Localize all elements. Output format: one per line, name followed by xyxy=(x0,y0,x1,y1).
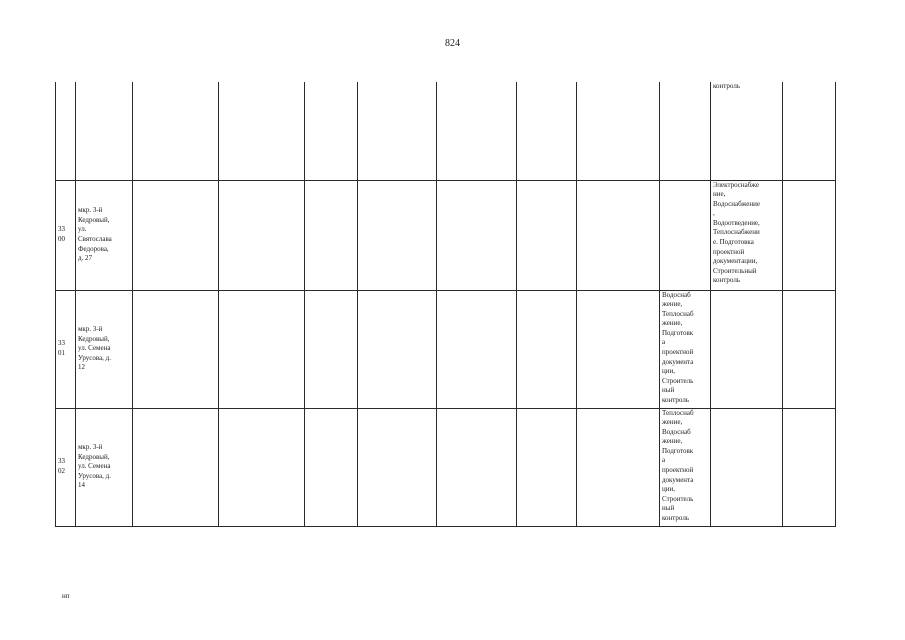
empty-cell xyxy=(305,408,358,526)
empty-cell xyxy=(358,180,437,290)
table-row xyxy=(56,290,836,408)
empty-cell xyxy=(305,82,358,180)
empty-cell xyxy=(305,180,358,290)
address-cell: мкр. 3-й Кедровый, ул. Святослава Федорова, д. 27 xyxy=(76,180,133,290)
works-cell-col13: Электроснабже ние, Водоснабжение , Водоотведение, Теплоснабжени е. Подготовка проектной документации, Строительный контроль xyxy=(711,180,783,290)
works-cell-col12: Теплоснаб жение, Водоснаб жение, Подготовк а проектной документа ции, Строитель ный контроль xyxy=(660,408,711,526)
empty-cell xyxy=(358,290,437,408)
empty-cell xyxy=(577,82,660,180)
empty-cell xyxy=(358,408,437,526)
empty-cell xyxy=(219,290,305,408)
works-cell-col13: контроль xyxy=(711,82,783,180)
empty-cell xyxy=(577,408,660,526)
empty-cell xyxy=(133,82,219,180)
empty-cell xyxy=(783,180,836,290)
empty-cell xyxy=(133,290,219,408)
empty-cell xyxy=(783,82,836,180)
row-number: 33 02 xyxy=(56,408,76,526)
empty-cell xyxy=(517,290,577,408)
empty-cell xyxy=(517,408,577,526)
empty-cell xyxy=(305,290,358,408)
works-cell-col13 xyxy=(711,290,783,408)
empty-cell xyxy=(517,82,577,180)
works-cell-col12 xyxy=(660,82,711,180)
address-cell xyxy=(76,82,133,180)
table-row xyxy=(56,180,836,290)
address-cell: мкр. 3-й Кедровый, ул. Семена Урусова, д. 12 xyxy=(76,290,133,408)
empty-cell xyxy=(133,180,219,290)
empty-cell xyxy=(219,180,305,290)
empty-cell xyxy=(358,82,437,180)
works-cell-col13 xyxy=(711,408,783,526)
empty-cell xyxy=(219,408,305,526)
empty-cell xyxy=(133,408,219,526)
address-cell: мкр. 3-й Кедровый, ул. Семена Урусова, д. 14 xyxy=(76,408,133,526)
empty-cell xyxy=(219,82,305,180)
empty-cell xyxy=(577,290,660,408)
works-cell-col12 xyxy=(660,180,711,290)
empty-cell xyxy=(783,290,836,408)
empty-cell xyxy=(437,180,517,290)
empty-cell xyxy=(437,408,517,526)
empty-cell xyxy=(437,82,517,180)
empty-cell xyxy=(577,180,660,290)
works-cell-col12: Водоснаб жение, Теплоснаб жение, Подготовк а проектной документа ции, Строитель ный контроль xyxy=(660,290,711,408)
works-table xyxy=(55,82,836,527)
footer-note: нп xyxy=(62,592,70,600)
empty-cell xyxy=(783,408,836,526)
table-row xyxy=(56,408,836,526)
row-number: 33 01 xyxy=(56,290,76,408)
page-number: 824 xyxy=(445,38,460,49)
table-row xyxy=(56,82,836,180)
row-number: 33 00 xyxy=(56,180,76,290)
empty-cell xyxy=(437,290,517,408)
empty-cell xyxy=(517,180,577,290)
row-number xyxy=(56,82,76,180)
